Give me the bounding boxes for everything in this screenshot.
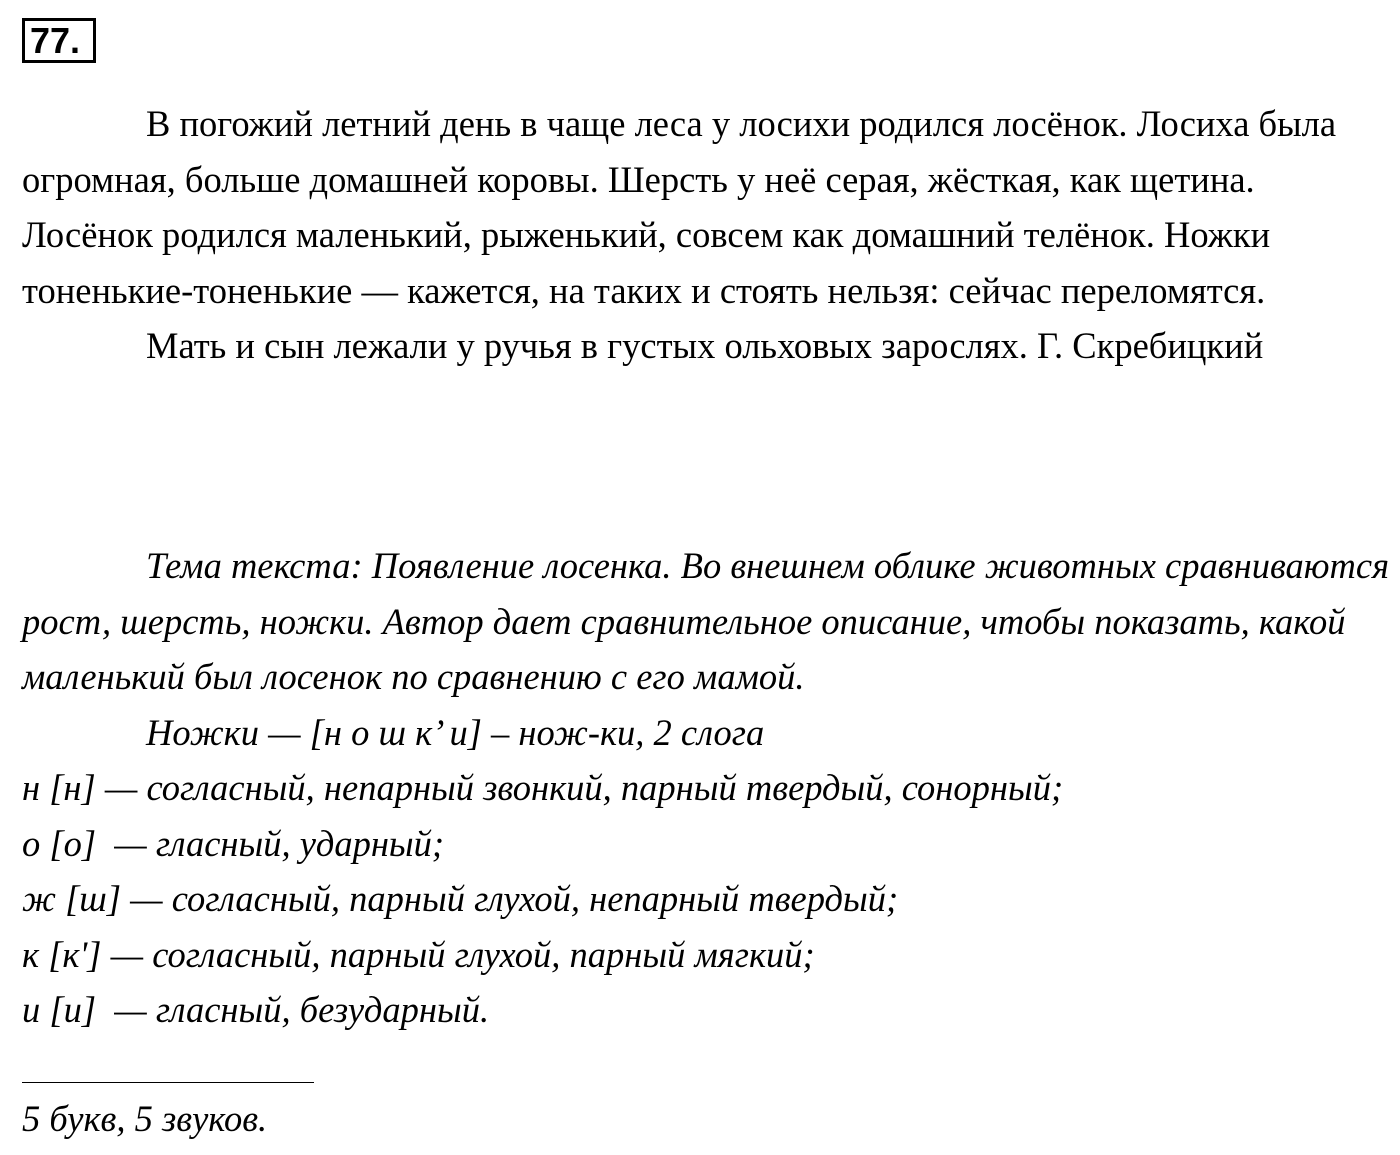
transcription-line: Ножки — [н о ш к’ и] – нож-ки, 2 слога [146,711,765,753]
exercise-text [22,96,1382,374]
footnote-divider [22,1082,314,1083]
text-paragraph-1: В погожий летний день в чаще леса у лосихи родился лосёнок. Лосиха была огромная, больше домашней коровы. Шерсть у неё серая, жёсткая, как щетина. Лосёнок родился маленький, рыженький, совсем как домашний телёнок. Ножки тоненькие-тоненькие — кажется, на таких и стоять нельзя: сейчас переломятся. [22,103,1337,311]
theme-paragraph: Тема текста: Появление лосенка. Во внешнем облике животных сравниваются рост, шерсть, ножки. Автор дает сравнительное описание, чтобы показать, какой маленький был лосенок по сравнению с его мамой. [22,545,1390,697]
sound-line: ж [ш] — согласный, парный глухой, непарный твердый; [22,878,899,919]
text-analysis [22,538,1392,1038]
sound-line: о [о] — гласный, ударный; [22,822,445,864]
sound-line: н [н] — согласный, непарный звонкий, парный твердый, сонорный; [22,767,1064,808]
text-paragraph-2: Мать и сын лежали у ручья в густых ольховых зарослях. Г. Скребицкий [146,325,1264,366]
sound-line: и [и] — гласный, безударный. [22,989,490,1030]
exercise-number: 77. [22,18,96,63]
sound-line: к [к'] — согласный, парный глухой, парный мягкий; [22,933,815,975]
letters-sounds-summary: 5 букв, 5 звуков. [22,1098,268,1139]
